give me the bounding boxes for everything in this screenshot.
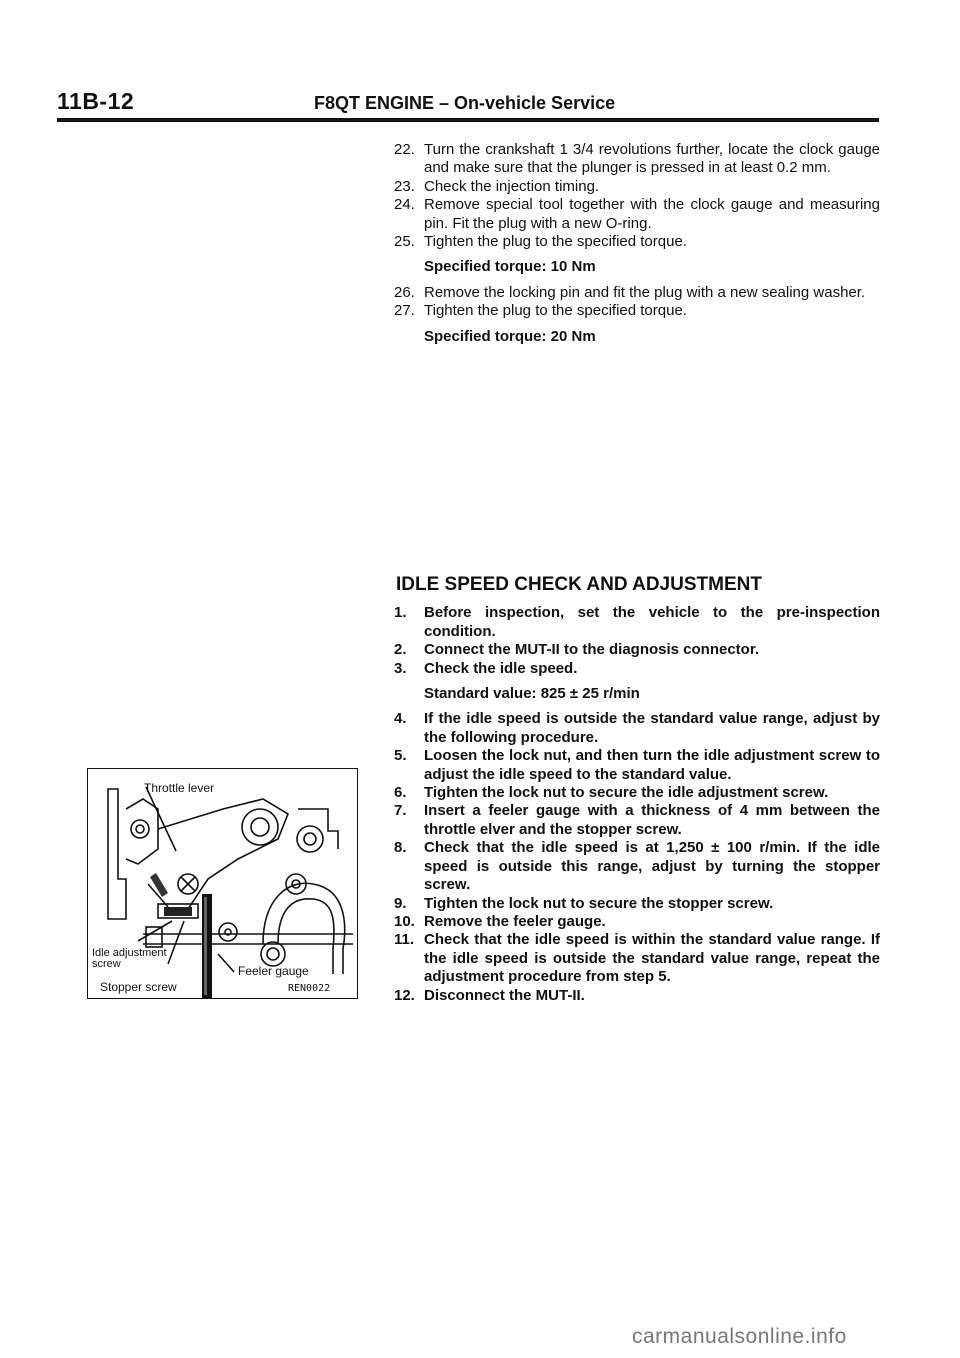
step-list <box>394 710 880 1005</box>
idle-adjustment-screw-label: Idle adjustment <box>92 947 167 959</box>
step-item: 2. Connect the MUT-II to the diagnosis connector. <box>394 641 760 659</box>
injection-timing-steps <box>394 141 880 353</box>
step-item: 3. Check the idle speed. <box>394 659 578 677</box>
spec-torque-10: Specified torque: 10 Nm <box>424 258 596 276</box>
spec-torque-20: Specified torque: 20 Nm <box>424 327 596 345</box>
throttle-lever-label: Throttle lever <box>144 781 215 795</box>
step-item: 9. Tighten the lock nut to secure the stopper screw. <box>394 894 774 912</box>
step-item: 24. Remove special tool together with the clock gauge and measuring pin. Fit the plug with a new O-ring. <box>394 196 880 232</box>
figure-code: REN0022 <box>288 983 331 994</box>
step-list <box>394 604 880 678</box>
step-item: 4. If the idle speed is outside the standard value range, adjust by the following procedure. <box>394 710 880 746</box>
page-header-title: F8QT ENGINE – On-vehicle Service <box>314 93 616 113</box>
step-item: 27. Tighten the plug to the specified torque. <box>394 302 687 320</box>
site-watermark: carmanualsonline.info <box>632 1325 847 1348</box>
header-rule <box>57 118 879 122</box>
step-list <box>394 141 880 251</box>
step-item: 22. Turn the crankshaft 1 3/4 revolutions further, locate the clock gauge and make sure that the plunger is pressed in at least 0.2 mm. <box>394 141 880 177</box>
section-title: IDLE SPEED CHECK AND ADJUSTMENT <box>396 574 762 595</box>
page-number: 11B-12 <box>57 88 135 114</box>
step-item: 1. Before inspection, set the vehicle to the pre-inspection condition. <box>394 604 880 640</box>
step-item: 8. Check that the idle speed is at 1,250 ± 100 r/min. If the idle speed is outside this range, adjust by turning the stopper screw. <box>394 839 880 894</box>
feeler-gauge-label: Feeler gauge <box>238 964 309 978</box>
throttle-mechanism-drawing <box>88 769 358 999</box>
step-item: 11. Check that the idle speed is within the standard value range. If the idle speed is outside the standard value range, repeat the adjustment procedure from step 5. <box>394 931 880 986</box>
step-item: 23. Check the injection timing. <box>394 177 600 195</box>
spec-standard-value: Standard value: 825 ± 25 r/min <box>424 685 640 703</box>
idle-adjustment-screw-label-line2: screw <box>92 958 121 970</box>
step-item: 26. Remove the locking pin and fit the plug with a new sealing washer. <box>394 283 866 301</box>
step-item: 6. Tighten the lock nut to secure the idle adjustment screw. <box>394 784 829 802</box>
step-item: 5. Loosen the lock nut, and then turn the idle adjustment screw to adjust the idle speed to the standard value. <box>394 747 880 783</box>
step-item: 7. Insert a feeler gauge with a thickness of 4 mm between the throttle elver and the stopper screw. <box>394 802 880 838</box>
throttle-illustration <box>87 768 358 999</box>
step-item: 10. Remove the feeler gauge. <box>394 912 606 930</box>
idle-speed-section <box>394 576 880 1005</box>
step-list <box>394 284 880 321</box>
step-item: 12. Disconnect the MUT-II. <box>394 986 585 1004</box>
step-item: 25. Tighten the plug to the specified torque. <box>394 233 687 251</box>
stopper-screw-label: Stopper screw <box>100 980 177 994</box>
